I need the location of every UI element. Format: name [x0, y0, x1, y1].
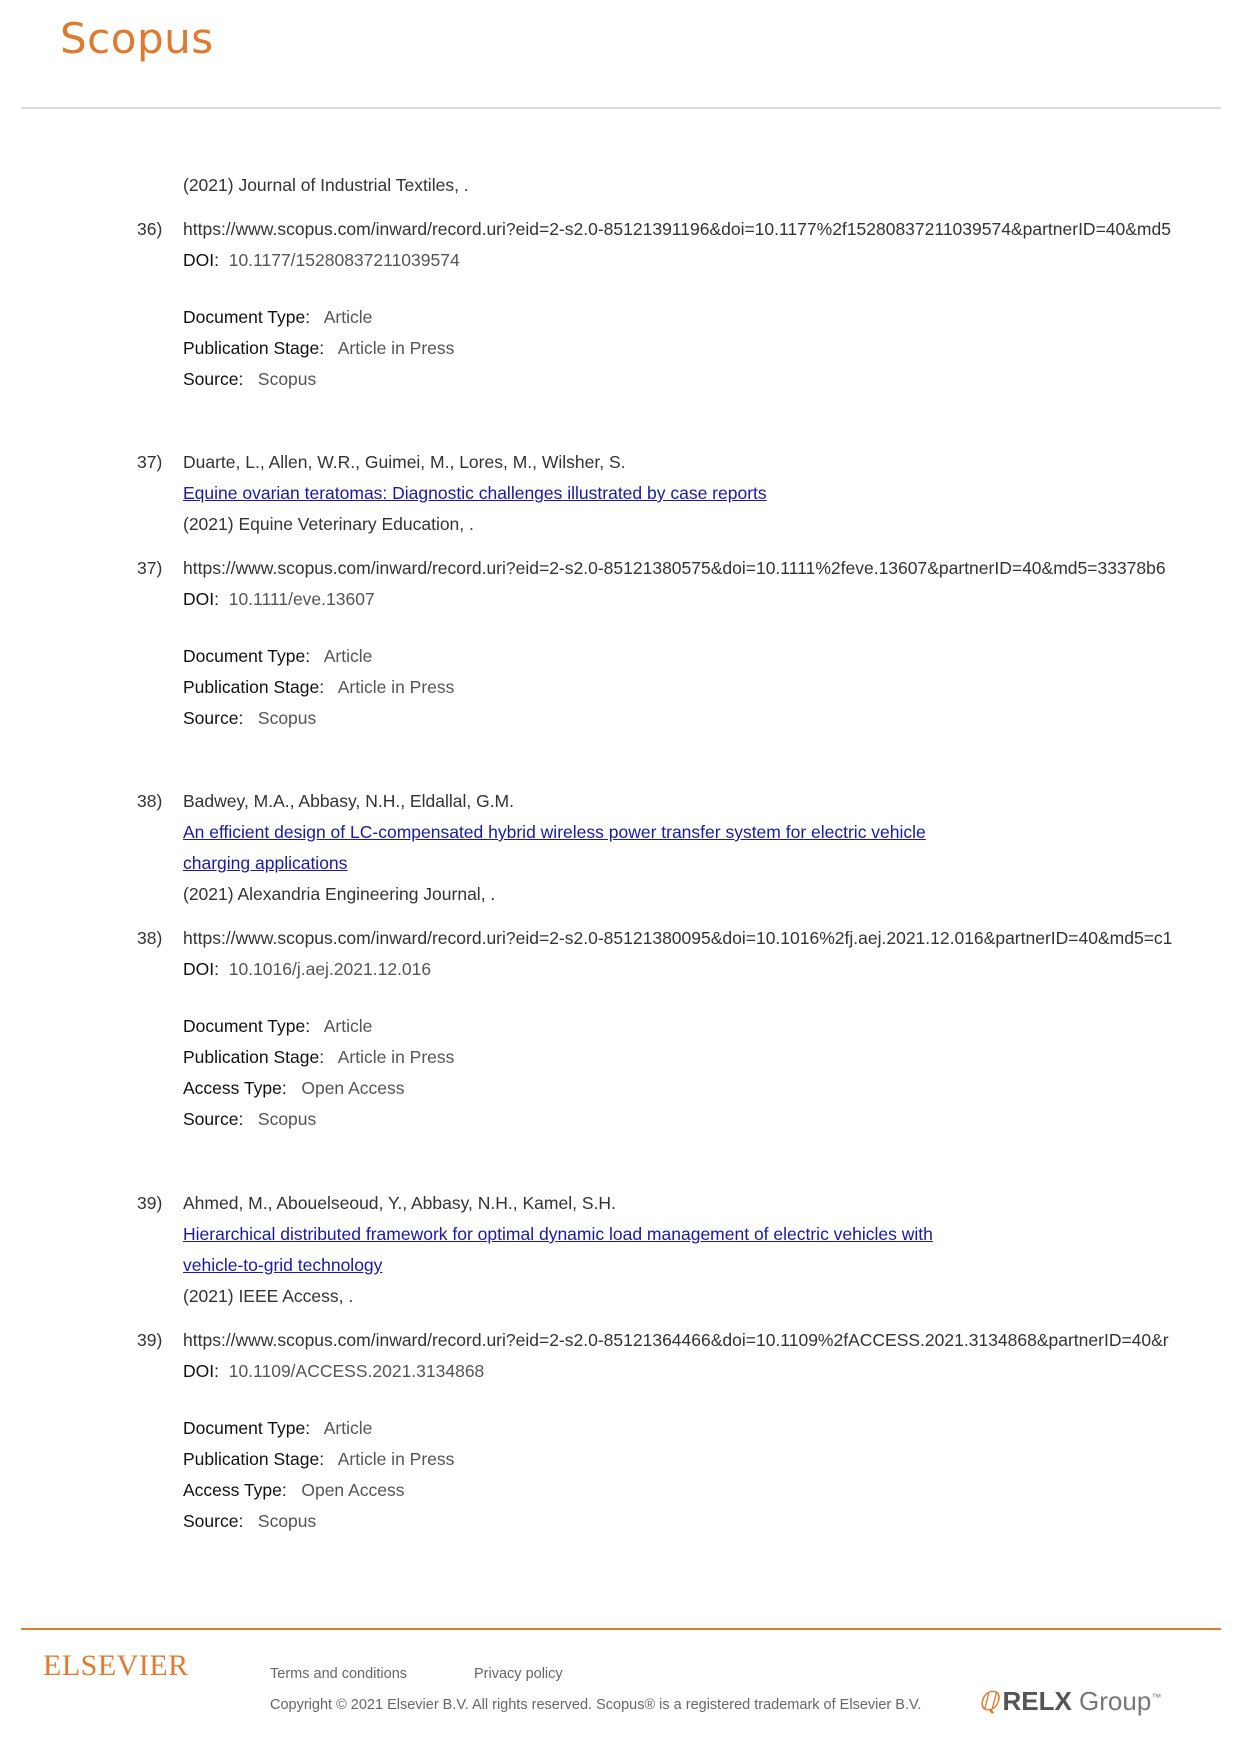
entry-number: 36)	[137, 219, 163, 239]
meta-row: Document Type: Article	[183, 1418, 373, 1438]
elsevier-logo[interactable]: ELSEVIER	[43, 1649, 189, 1682]
entry-source: (2021) IEEE Access, .	[183, 1286, 354, 1306]
meta-row: Publication Stage: Article in Press	[183, 1047, 455, 1067]
entry-authors: Duarte, L., Allen, W.R., Guimei, M., Lores, M., Wilsher, S.	[183, 452, 626, 472]
entry-authors: Badwey, M.A., Abbasy, N.H., Eldallal, G.M.	[183, 791, 514, 811]
entry-url[interactable]: https://www.scopus.com/inward/record.uri?eid=2-s2.0-85121391196&doi=10.1177%2f15280837211039574&partnerID=40&md5	[183, 219, 1171, 239]
entry-title-link[interactable]: Equine ovarian teratomas: Diagnostic challenges illustrated by case reports	[183, 483, 767, 503]
relx-bold-text: RELX	[1002, 1686, 1072, 1716]
entry-doi: DOI: 10.1016/j.aej.2021.12.016	[183, 959, 432, 979]
entry-doi: DOI: 10.1177/15280837211039574	[183, 250, 460, 270]
meta-row: Publication Stage: Article in Press	[183, 1449, 455, 1469]
meta-row: Source: Scopus	[183, 369, 317, 389]
meta-row: Document Type: Article	[183, 646, 373, 666]
meta-row: Access Type: Open Access	[183, 1480, 405, 1500]
entry-number: 38)	[137, 791, 163, 811]
entry-url[interactable]: https://www.scopus.com/inward/record.uri?eid=2-s2.0-85121380575&doi=10.1111%2feve.13607&partnerID=40&md5=33378b6	[183, 558, 1166, 578]
entry-doi: DOI: 10.1111/eve.13607	[183, 589, 375, 609]
header-divider	[21, 107, 1221, 109]
entry-number: 37)	[137, 452, 163, 472]
entry-title-link[interactable]: Hierarchical distributed framework for optimal dynamic load management of electric vehicles with	[183, 1224, 933, 1244]
terms-link[interactable]: Terms and conditions	[270, 1666, 408, 1682]
meta-row: Publication Stage: Article in Press	[183, 677, 455, 697]
entry-number: 38)	[137, 928, 163, 948]
relx-q-icon: ℚ	[978, 1687, 999, 1716]
copyright-text: Copyright © 2021 Elsevier B.V. All rights reserved. Scopus® is a registered trademark of Elsevier B.V.	[270, 1697, 922, 1713]
entry-source: (2021) Alexandria Engineering Journal, .	[183, 884, 496, 904]
meta-row: Access Type: Open Access	[183, 1078, 405, 1098]
entry-title-link[interactable]: charging applications	[183, 853, 348, 873]
relx-logo[interactable]	[978, 1686, 1161, 1717]
meta-row: Publication Stage: Article in Press	[183, 338, 455, 358]
trademark-symbol: ™	[1151, 1692, 1162, 1704]
meta-row: Source: Scopus	[183, 1109, 317, 1129]
meta-row: Document Type: Article	[183, 307, 373, 327]
entry-doi: DOI: 10.1109/ACCESS.2021.3134868	[183, 1361, 485, 1381]
meta-row: Source: Scopus	[183, 708, 317, 728]
entry-authors: Ahmed, M., Abouelseoud, Y., Abbasy, N.H., Kamel, S.H.	[183, 1193, 616, 1213]
entry-title-link[interactable]: An efficient design of LC-compensated hybrid wireless power transfer system for electric vehicle	[183, 822, 926, 842]
entry-number: 39)	[137, 1330, 163, 1350]
meta-row: Source: Scopus	[183, 1511, 317, 1531]
entry-url[interactable]: https://www.scopus.com/inward/record.uri?eid=2-s2.0-85121364466&doi=10.1109%2fACCESS.2021.3134868&partnerID=40&r	[183, 1330, 1169, 1350]
entry-title-link[interactable]: vehicle-to-grid technology	[183, 1255, 383, 1275]
privacy-link[interactable]: Privacy policy	[474, 1666, 563, 1682]
meta-row: Document Type: Article	[183, 1016, 373, 1036]
entry-number: 39)	[137, 1193, 163, 1213]
entry-source: (2021) Journal of Industrial Textiles, .	[183, 175, 469, 195]
entry-number: 37)	[137, 558, 163, 578]
entry-source: (2021) Equine Veterinary Education, .	[183, 514, 474, 534]
relx-group-text: Group	[1079, 1686, 1152, 1716]
footer-divider	[21, 1628, 1221, 1630]
entry-url[interactable]: https://www.scopus.com/inward/record.uri?eid=2-s2.0-85121380095&doi=10.1016%2fj.aej.2021.12.016&partnerID=40&md5=c1	[183, 928, 1173, 948]
scopus-logo: Scopus	[60, 14, 214, 63]
